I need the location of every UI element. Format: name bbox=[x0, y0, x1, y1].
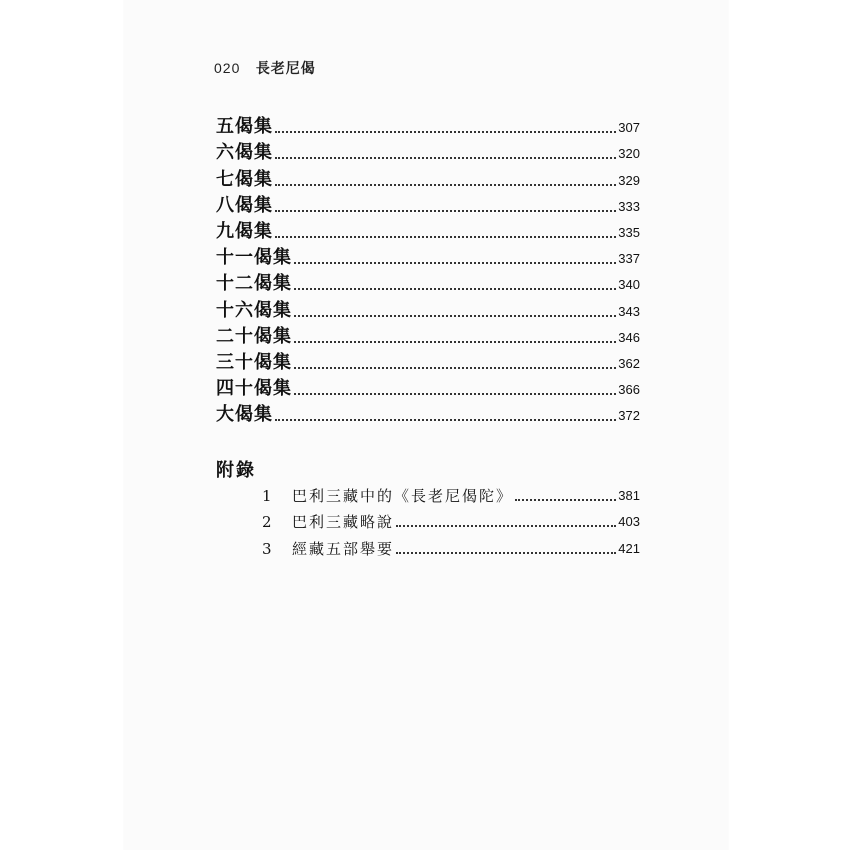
toc-entry-page: 366 bbox=[618, 382, 640, 398]
dot-leader bbox=[396, 525, 616, 527]
toc-entry bbox=[216, 112, 640, 138]
toc-entry-label: 六偈集 bbox=[216, 142, 273, 164]
toc-entry-label: 三十偈集 bbox=[216, 351, 292, 373]
dot-leader bbox=[294, 393, 616, 395]
toc-entry-page: 329 bbox=[618, 172, 640, 188]
toc-entry-page: 372 bbox=[618, 408, 640, 424]
appendix-list bbox=[262, 480, 640, 559]
appendix-entry-page: 403 bbox=[618, 514, 640, 530]
toc-entry-page: 346 bbox=[618, 329, 640, 345]
dot-leader bbox=[396, 552, 616, 554]
toc-entry-page: 337 bbox=[618, 251, 640, 267]
toc-entry-page: 307 bbox=[618, 120, 640, 136]
page-folio: 020 bbox=[214, 60, 241, 76]
dot-leader bbox=[275, 184, 616, 186]
toc-entry-page: 320 bbox=[618, 146, 640, 162]
toc-entry-label: 九偈集 bbox=[216, 220, 273, 242]
table-of-contents bbox=[216, 112, 640, 426]
dot-leader bbox=[294, 341, 616, 343]
running-head bbox=[214, 58, 316, 78]
toc-entry-label: 十一偈集 bbox=[216, 247, 292, 269]
appendix-entry bbox=[262, 480, 640, 506]
appendix-entry-number: 2 bbox=[262, 513, 272, 532]
toc-entry bbox=[216, 322, 640, 348]
dot-leader bbox=[294, 367, 616, 369]
dot-leader bbox=[294, 288, 616, 290]
dot-leader bbox=[275, 157, 616, 159]
appendix-entry bbox=[262, 506, 640, 532]
toc-entry-label: 二十偈集 bbox=[216, 325, 292, 347]
dot-leader bbox=[294, 315, 616, 317]
appendix-entry-page: 381 bbox=[618, 488, 640, 504]
appendix-heading: 附錄 bbox=[216, 460, 256, 481]
toc-entry-label: 五偈集 bbox=[216, 116, 273, 138]
toc-entry bbox=[216, 269, 640, 295]
dot-leader bbox=[275, 236, 616, 238]
toc-entry bbox=[216, 138, 640, 164]
toc-entry-label: 八偈集 bbox=[216, 194, 273, 216]
appendix-entry-label: 巴利三藏略說 bbox=[292, 513, 395, 532]
toc-entry bbox=[216, 217, 640, 243]
appendix-entry bbox=[262, 532, 640, 558]
dot-leader bbox=[515, 499, 616, 501]
toc-entry-page: 362 bbox=[618, 355, 640, 371]
toc-entry-label: 四十偈集 bbox=[216, 378, 292, 400]
dot-leader bbox=[275, 131, 616, 133]
book-title: 長老尼偈 bbox=[255, 61, 316, 77]
toc-entry bbox=[216, 295, 640, 321]
dot-leader bbox=[275, 210, 616, 212]
appendix-entry-label: 巴利三藏中的《長老尼偈陀》 bbox=[292, 487, 514, 506]
dot-leader bbox=[294, 262, 616, 264]
appendix-entry-number: 3 bbox=[262, 539, 272, 558]
toc-entry-page: 343 bbox=[618, 303, 640, 319]
toc-entry-label: 十二偈集 bbox=[216, 273, 292, 295]
toc-entry bbox=[216, 348, 640, 374]
toc-entry bbox=[216, 243, 640, 269]
appendix-entry-label: 經藏五部舉要 bbox=[292, 539, 395, 558]
dot-leader bbox=[275, 419, 616, 421]
toc-entry bbox=[216, 191, 640, 217]
toc-entry bbox=[216, 400, 640, 426]
toc-entry-label: 大偈集 bbox=[216, 404, 273, 426]
toc-entry-label: 七偈集 bbox=[216, 168, 273, 190]
toc-entry-page: 335 bbox=[618, 224, 640, 240]
toc-entry-label: 十六偈集 bbox=[216, 299, 292, 321]
toc-entry-page: 333 bbox=[618, 198, 640, 214]
toc-entry bbox=[216, 374, 640, 400]
appendix-entry-page: 421 bbox=[618, 540, 640, 556]
toc-entry-page: 340 bbox=[618, 277, 640, 293]
appendix-entry-number: 1 bbox=[262, 487, 272, 506]
toc-entry bbox=[216, 164, 640, 190]
